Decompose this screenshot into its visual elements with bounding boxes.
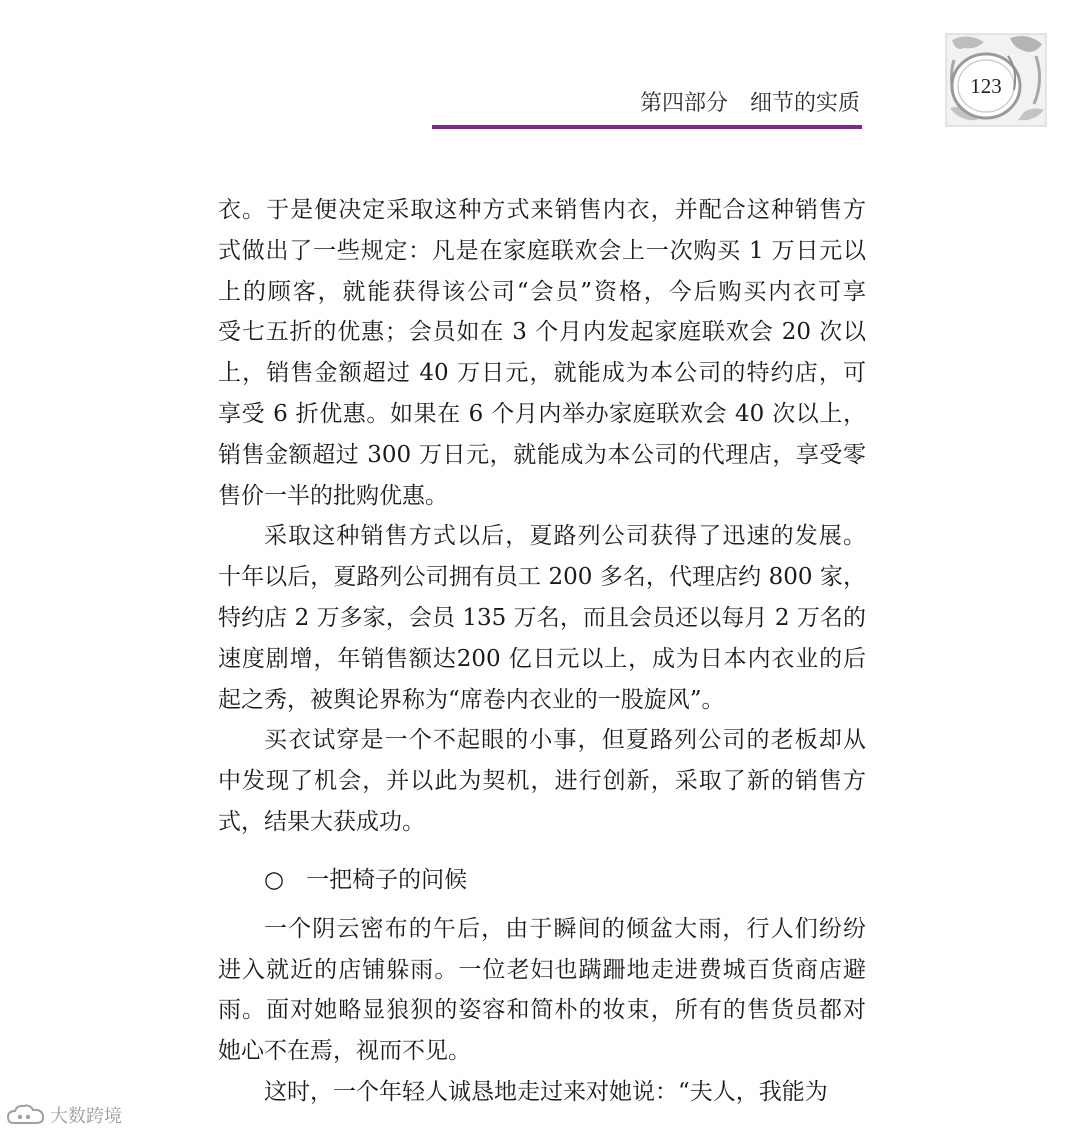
section-heading bbox=[218, 847, 866, 913]
text-line: 中发现了机会，并以此为契机，进行创新，采取了新的销售方 bbox=[218, 768, 866, 795]
page-number: 123 bbox=[970, 74, 1002, 98]
text-line: 雨。面对她略显狼狈的姿容和简朴的妆束，所有的售货员都对 bbox=[218, 997, 866, 1024]
text-line: 一个阴云密布的午后，由于瞬间的倾盆大雨，行人们纷纷 bbox=[264, 915, 866, 942]
section-heading-text: 一把椅子的问候 bbox=[306, 866, 468, 893]
cloud-logo-icon bbox=[6, 1103, 46, 1127]
watermark bbox=[6, 1098, 122, 1132]
watermark-text: 大数跨境 bbox=[50, 1106, 122, 1127]
text-line: 上的顾客，就能获得该公司“会员”资格，今后购买内衣可享 bbox=[218, 278, 866, 305]
header-rule bbox=[432, 125, 862, 129]
text-line: 采取这种销售方式以后，夏路列公司获得了迅速的发展。 bbox=[264, 523, 866, 550]
text-line: 这时，一个年轻人诚恳地走过来对她说：“夫人，我能为 bbox=[264, 1078, 828, 1105]
body-text bbox=[218, 190, 866, 1113]
text-line: 式做出了一些规定：凡是在家庭联欢会上一次购买 1 万日元以 bbox=[218, 237, 866, 264]
text-line: 上，销售金额超过 40 万日元，就能成为本公司的特约店，可 bbox=[218, 360, 866, 387]
text-line: 式，结果大获成功。 bbox=[218, 808, 425, 835]
text-line: 买衣试穿是一个不起眼的小事，但夏路列公司的老板却从 bbox=[264, 727, 866, 754]
text-line: 享受 6 折优惠。如果在 6 个月内举办家庭联欢会 40 次以上， bbox=[218, 400, 866, 427]
text-line: 十年以后，夏路列公司拥有员工 200 多名，代理店约 800 家， bbox=[218, 564, 866, 591]
text-line: 衣。于是便决定采取这种方式来销售内衣，并配合这种销售方 bbox=[218, 197, 866, 223]
text-line: 售价一半的批购优惠。 bbox=[218, 482, 448, 509]
text-line: 她心不在焉，视而不见。 bbox=[218, 1038, 471, 1065]
text-line: 起之秀，被舆论界称为“席卷内衣业的一股旋风”。 bbox=[218, 686, 725, 713]
text-line: 特约店 2 万多家，会员 135 万名，而且会员还以每月 2 万名的 bbox=[218, 604, 866, 631]
circle-bullet-icon: ○ bbox=[264, 866, 285, 893]
text-line: 销售金额超过 300 万日元，就能成为本公司的代理店，享受零 bbox=[218, 441, 866, 468]
text-line: 速度剧增，年销售额达200 亿日元以上，成为日本内衣业的后 bbox=[218, 645, 866, 672]
text-line: 受七五折的优惠；会员如在 3 个月内发起家庭联欢会 20 次以 bbox=[218, 319, 866, 346]
text-line: 进入就近的店铺躲雨。一位老妇也蹒跚地走进费城百货商店避 bbox=[218, 956, 866, 983]
running-header-title: 第四部分 细节的实质 bbox=[639, 91, 860, 116]
